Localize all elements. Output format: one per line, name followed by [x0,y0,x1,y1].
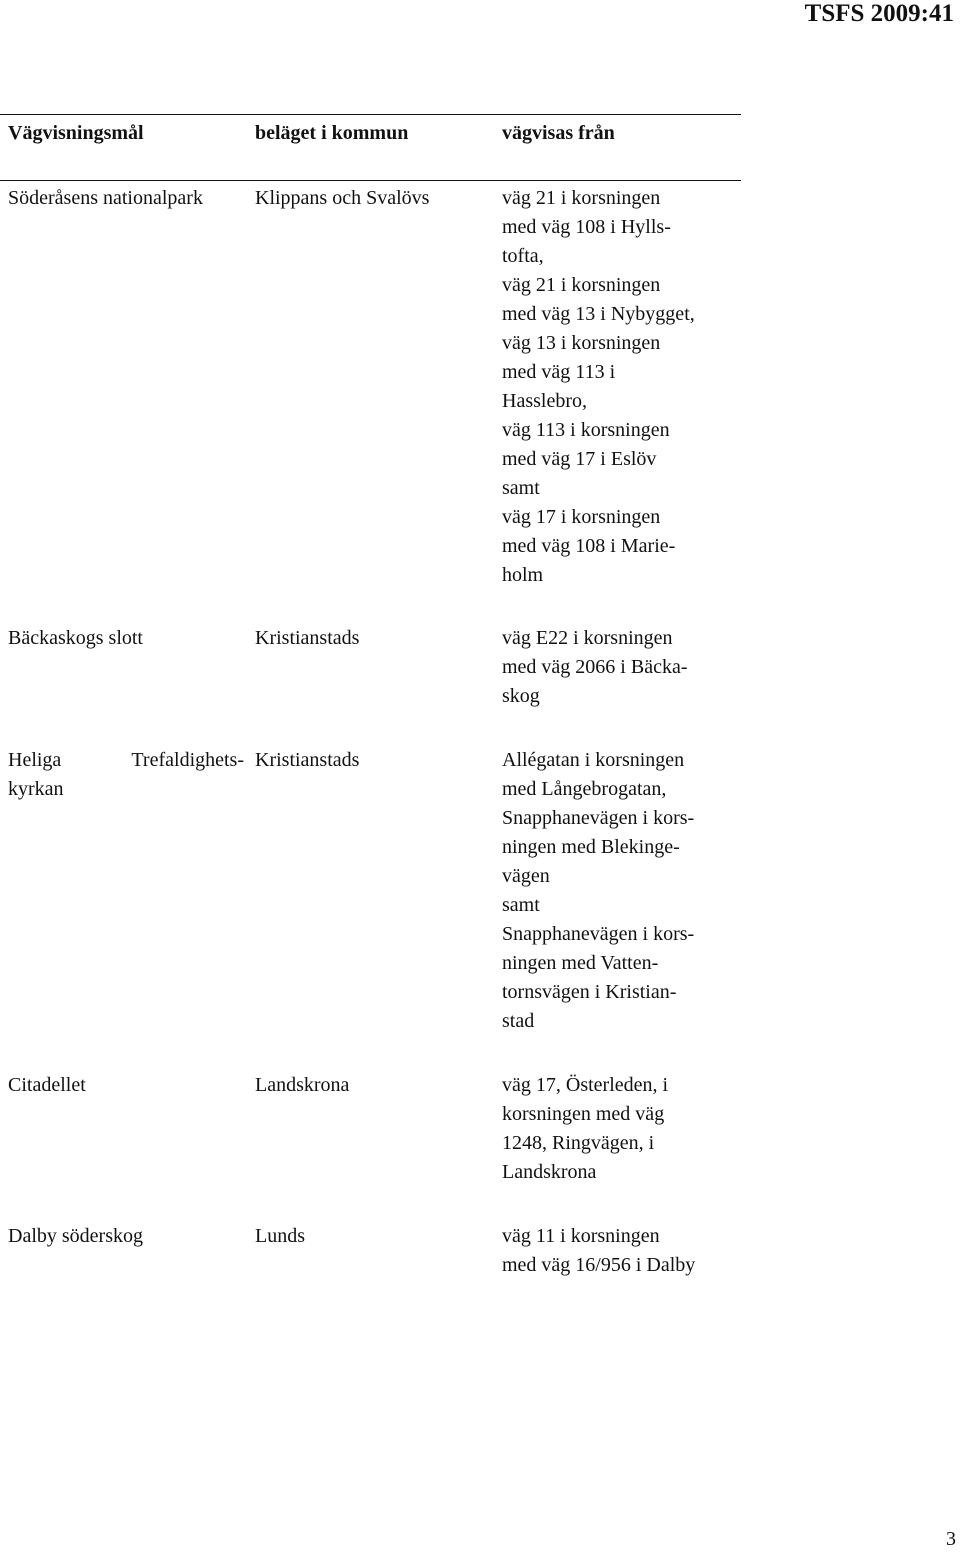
destination-cell [8,746,244,804]
signed-from-line: väg 13 i korsningen [502,332,661,354]
header-municipality: beläget i kommun [255,122,409,144]
destination-line: Bäckaskogs slott [8,627,143,649]
signed-from-line: Hasslebro, [502,390,587,412]
header-destination: Vägvisningsmål [8,122,144,144]
signed-from-line: ningen med Blekinge- [502,836,680,858]
destination-word: Trefaldighets- [131,749,244,771]
municipality-cell: Kristianstads [255,749,360,771]
destination-line [8,746,244,775]
table-top-rule [0,114,741,115]
signed-from-line: ningen med Vatten- [502,952,659,974]
signed-from-line: väg 17 i korsningen [502,506,661,528]
signed-from-cell [502,1222,742,1280]
signed-from-line: väg 113 i korsningen [502,419,670,441]
signed-from-line: med väg 2066 i Bäcka- [502,656,688,678]
destination-line: Söderåsens nationalpark [8,187,203,209]
signed-from-line: samt [502,894,540,916]
signed-from-line: väg E22 i korsningen [502,627,673,649]
municipality-cell: Lunds [255,1225,305,1247]
destination-cell [8,184,244,213]
signed-from-line: väg 11 i korsningen [502,1225,660,1247]
signed-from-line: samt [502,477,540,499]
municipality-cell: Landskrona [255,1074,350,1096]
destination-line: kyrkan [8,778,64,800]
signed-from-line: med väg 108 i Marie- [502,535,676,557]
signed-from-line: tofta, [502,245,544,267]
signed-from-line: Allégatan i korsningen [502,749,685,771]
municipality-cell: Kristianstads [255,627,360,649]
signed-from-line: tornsvägen i Kristian- [502,981,677,1003]
header-bottom-rule [0,180,741,181]
signed-from-line: med väg 13 i Nybygget, [502,303,695,325]
signed-from-line: Snapphanevägen i kors- [502,807,695,829]
page-number: 3 [946,1528,956,1550]
municipality-cell: Klippans och Svalövs [255,187,430,209]
signed-from-line: väg 17, Österleden, i [502,1074,669,1096]
signed-from-line: med väg 17 i Eslöv [502,448,657,470]
header-signed-from: vägvisas från [502,122,615,144]
signed-from-line: Landskrona [502,1161,597,1183]
signed-from-line: med väg 113 i [502,361,616,383]
signed-from-cell [502,1071,742,1187]
destination-line: Dalby söderskog [8,1225,143,1247]
signed-from-cell [502,184,742,590]
destination-line: Citadellet [8,1074,86,1096]
signed-from-cell [502,746,742,1036]
signed-from-line: med väg 108 i Hylls- [502,216,671,238]
signed-from-line: väg 21 i korsningen [502,274,661,296]
destination-cell [8,1071,244,1100]
signed-from-line: korsningen med väg [502,1103,665,1125]
signed-from-line: 1248, Ringvägen, i [502,1132,655,1154]
signed-from-line: med väg 16/956 i Dalby [502,1254,696,1276]
signed-from-cell [502,624,742,711]
signed-from-line: stad [502,1010,535,1032]
signed-from-line: Snapphanevägen i kors- [502,923,695,945]
destination-word: Heliga [8,749,62,771]
document-id: TSFS 2009:41 [804,0,954,27]
destination-cell [8,1222,244,1251]
destination-cell [8,624,244,653]
signed-from-line: vägen [502,865,550,887]
signed-from-line: väg 21 i korsningen [502,187,661,209]
signed-from-line: holm [502,564,544,586]
signed-from-line: skog [502,685,540,707]
signed-from-line: med Långebrogatan, [502,778,667,800]
